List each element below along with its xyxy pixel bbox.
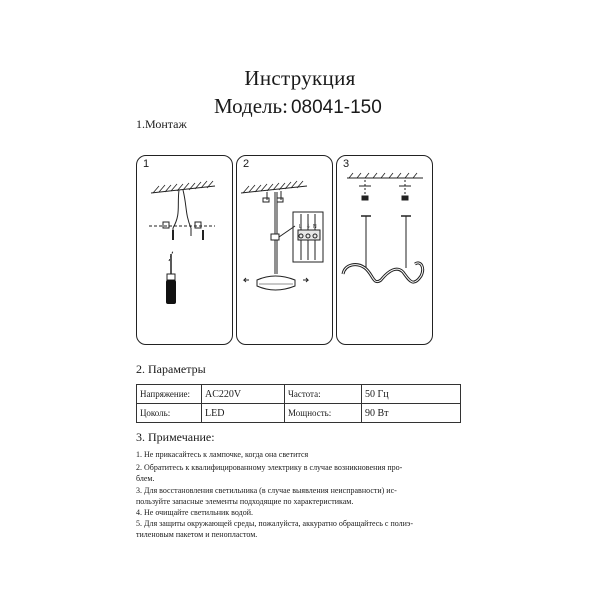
terminal-label-n: N [313, 224, 317, 230]
step-3-illustration [337, 156, 432, 344]
step-2-number: 2 [243, 158, 250, 170]
screwdriver-icon [166, 254, 176, 304]
param-value: 90 Вт [362, 404, 461, 423]
terminal-label-l: L [299, 224, 302, 230]
step-2-illustration [237, 156, 332, 344]
section-notes-heading: 3. Примечание: [136, 430, 215, 444]
mounting-step-3-panel [336, 155, 433, 345]
note-line: 1. Не прикасайтесь к лампочке, когда она светится [136, 450, 309, 459]
section-parameters-heading: 2. Параметры [136, 362, 206, 376]
param-label: Частота: [285, 385, 362, 404]
note-line: 3. Для восстановления светильника (в случае выявления неисправности) ис- [136, 486, 397, 496]
section-mounting-heading: 1.Монтаж [136, 117, 187, 131]
note-line: 2. Обратитесь к квалифицированному электрику в случае возникновения про- [136, 462, 403, 472]
mounting-step-2-panel [236, 155, 333, 345]
param-label: Цоколь: [137, 404, 202, 423]
step-3-number: 3 [343, 158, 350, 170]
note-line: блем. [136, 473, 155, 483]
note-line: тиленовым пакетом и пенопластом. [136, 529, 258, 539]
param-label: Напряжение: [137, 385, 202, 404]
note-line: 5. Для защиты окружающей среды, пожалуйста, аккуратно обращайтесь с полиэ- [136, 518, 414, 528]
note-line: 4. Не очищайте светильник водой. [136, 507, 254, 517]
table-row [137, 404, 461, 423]
mounting-step-1-panel [136, 155, 233, 345]
note-line: пользуйте запасные элементы подходящие по характеристикам. [136, 497, 354, 507]
notes-list [136, 450, 456, 540]
table-row [137, 385, 461, 404]
param-value: 50 Гц [362, 385, 461, 404]
terminal-label-ground: ⏚ [306, 224, 312, 230]
step-1-number: 1 [143, 158, 150, 170]
document-title: Инструкция [244, 66, 356, 90]
step-1-illustration [137, 156, 232, 344]
model-number: 08041-150 [290, 97, 382, 118]
model-line [214, 94, 382, 119]
model-label: Модель: [214, 94, 288, 118]
param-value: AC220V [202, 385, 285, 404]
param-value: LED [202, 404, 285, 423]
param-label: Мощность: [285, 404, 362, 423]
parameters-table [136, 384, 461, 423]
